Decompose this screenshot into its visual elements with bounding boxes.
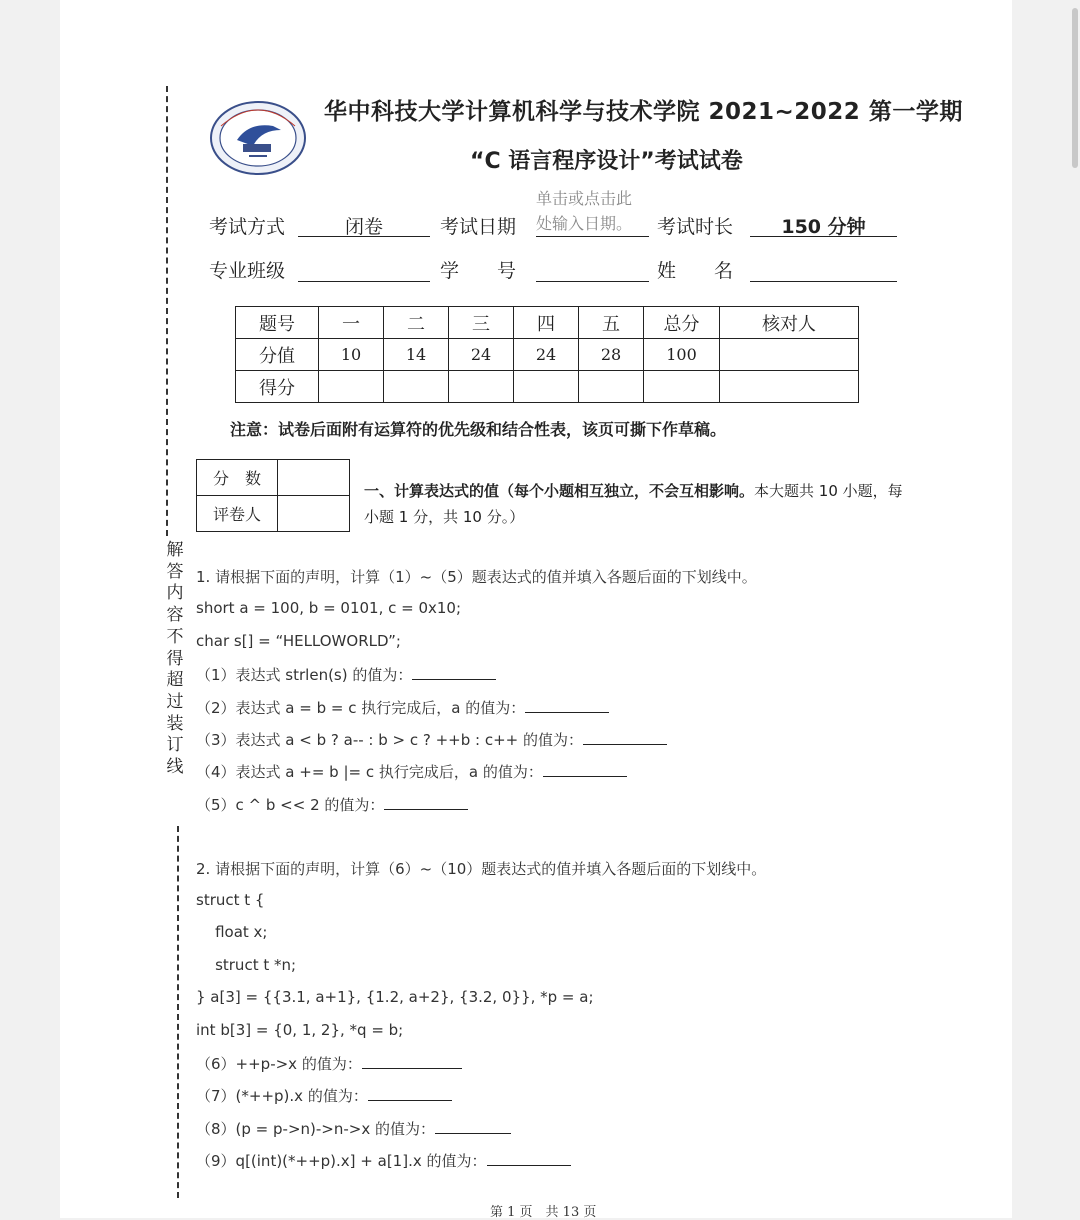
- row-label: 得分: [236, 371, 319, 403]
- university-seal-logo: [209, 100, 307, 176]
- class-field[interactable]: [298, 256, 430, 282]
- exam-duration-field: 150 分钟: [750, 212, 897, 237]
- q1-item-text: （1）表达式 strlen(s) 的值为：: [196, 666, 413, 684]
- name-label: 姓 名: [657, 260, 734, 282]
- grader-box: [196, 459, 350, 532]
- answer-blank[interactable]: [384, 795, 468, 810]
- exam-date-label: 考试日期: [440, 216, 517, 238]
- section1-heading-rest: 本大题共 10 小题，每小题 1 分，共 10 分。）: [364, 482, 903, 526]
- section1-heading: [364, 478, 904, 530]
- row-label: 分值: [236, 339, 319, 371]
- score-cell[interactable]: [514, 371, 579, 403]
- exam-method-label: 考试方式: [209, 216, 286, 238]
- class-label: 专业班级: [209, 260, 286, 282]
- score-cell[interactable]: [319, 371, 384, 403]
- q2-item: [196, 1085, 452, 1106]
- student-id-field[interactable]: [536, 256, 649, 282]
- exam-title: 华中科技大学计算机科学与技术学院 2021~2022 第一学期: [324, 99, 963, 125]
- q2-code-line: struct t {: [196, 891, 265, 909]
- scrollbar-thumb[interactable]: [1072, 8, 1078, 168]
- score-cell[interactable]: [449, 371, 514, 403]
- answer-blank[interactable]: [435, 1119, 511, 1134]
- header-cell: 一: [319, 307, 384, 339]
- value-cell: 24: [449, 339, 514, 371]
- q1-item: [196, 794, 468, 815]
- exam-duration-label: 考试时长: [657, 216, 734, 238]
- q1-item-text: （4）表达式 a += b |= c 执行完成后，a 的值为：: [196, 763, 543, 781]
- binding-line-upper: [166, 86, 168, 536]
- header-cell: 题号: [236, 307, 319, 339]
- header-cell: 五: [579, 307, 644, 339]
- q1-item: [196, 664, 496, 685]
- q2-item-text: （6）++p->x 的值为：: [196, 1055, 362, 1073]
- value-cell: 100: [644, 339, 720, 371]
- score-table-score-row: [236, 371, 859, 403]
- value-cell: [720, 339, 859, 371]
- q2-code-line: float x;: [196, 923, 268, 941]
- value-cell: 14: [384, 339, 449, 371]
- date-placeholder-line2: 处输入日期。: [536, 214, 633, 233]
- exam-method-field: 闭卷: [298, 212, 430, 237]
- binding-notice: 解 答 内 容 不 得 超 过 装 订 线: [166, 540, 184, 778]
- header-cell: 总分: [644, 307, 720, 339]
- q1-item-text: （5）c ^ b << 2 的值为：: [196, 796, 385, 814]
- value-cell: 28: [579, 339, 644, 371]
- q2-item-text: （8）(p = p->n)->n->x 的值为：: [196, 1120, 435, 1138]
- q2-code-line: } a[3] = {{3.1, a+1}, {1.2, a+2}, {3.2, 0}}, *p = a;: [196, 988, 594, 1006]
- exam-note: 注意：试卷后面附有运算符的优先级和结合性表，该页可撕下作草稿。: [230, 420, 727, 439]
- exam-date-input[interactable]: [536, 186, 649, 237]
- header-cell: 四: [514, 307, 579, 339]
- answer-blank[interactable]: [525, 698, 609, 713]
- score-table-values-row: [236, 339, 859, 371]
- score-cell[interactable]: [720, 371, 859, 403]
- answer-blank[interactable]: [543, 762, 627, 777]
- q2-code-line: int b[3] = {0, 1, 2}, *q = b;: [196, 1021, 404, 1039]
- answer-blank[interactable]: [368, 1086, 452, 1101]
- exam-subtitle: “C 语言程序设计”考试试卷: [470, 149, 743, 174]
- q2-item: [196, 1118, 511, 1139]
- q1-item-text: （3）表达式 a < b ? a-- : b > c ? ++b : c++ 的值为：: [196, 731, 584, 749]
- name-field[interactable]: [750, 256, 897, 282]
- q2-item-text: （9）q[(int)(*++p).x] + a[1].x 的值为：: [196, 1152, 487, 1170]
- section1-heading-bold: 一、计算表达式的值（每个小题相互独立，不会互相影响。: [364, 482, 755, 500]
- q2-item-text: （7）(*++p).x 的值为：: [196, 1087, 368, 1105]
- score-cell[interactable]: [579, 371, 644, 403]
- student-id-label: 学 号: [440, 260, 517, 282]
- score-cell[interactable]: [384, 371, 449, 403]
- q1-item: [196, 697, 609, 718]
- scrollbar[interactable]: [1070, 0, 1080, 1218]
- q1-item: [196, 729, 667, 750]
- q2-intro: 2. 请根据下面的声明，计算（6）~（10）题表达式的值并填入各题后面的下划线中。: [196, 860, 767, 878]
- q1-declaration: short a = 100, b = 0101, c = 0x10;: [196, 599, 462, 617]
- q1-intro: 1. 请根据下面的声明，计算（1）~（5）题表达式的值并填入各题后面的下划线中。: [196, 568, 757, 586]
- grader-name-label: 评卷人: [197, 496, 278, 532]
- score-table-header-row: [236, 307, 859, 339]
- score-cell[interactable]: [644, 371, 720, 403]
- header-cell: 核对人: [720, 307, 859, 339]
- header-cell: 三: [449, 307, 514, 339]
- answer-blank[interactable]: [583, 730, 667, 745]
- answer-blank[interactable]: [362, 1054, 462, 1069]
- q1-item-text: （2）表达式 a = b = c 执行完成后，a 的值为：: [196, 699, 526, 717]
- q1-declaration: char s[] = “HELLOWORLD”;: [196, 632, 401, 650]
- date-placeholder-line1: 单击或点击此: [536, 189, 633, 208]
- grader-name-cell[interactable]: [278, 496, 350, 532]
- q2-code-line: struct t *n;: [196, 956, 297, 974]
- score-table: [235, 306, 859, 403]
- value-cell: 24: [514, 339, 579, 371]
- q2-item: [196, 1150, 571, 1171]
- answer-blank[interactable]: [412, 665, 496, 680]
- grader-score-cell[interactable]: [278, 460, 350, 496]
- grader-score-label: 分 数: [197, 460, 278, 496]
- answer-blank[interactable]: [487, 1151, 571, 1166]
- header-cell: 二: [384, 307, 449, 339]
- page-footer: 第 1 页 共 13 页: [490, 1205, 597, 1220]
- q1-item: [196, 761, 627, 782]
- q2-item: [196, 1053, 462, 1074]
- binding-line-lower: [177, 826, 179, 1198]
- value-cell: 10: [319, 339, 384, 371]
